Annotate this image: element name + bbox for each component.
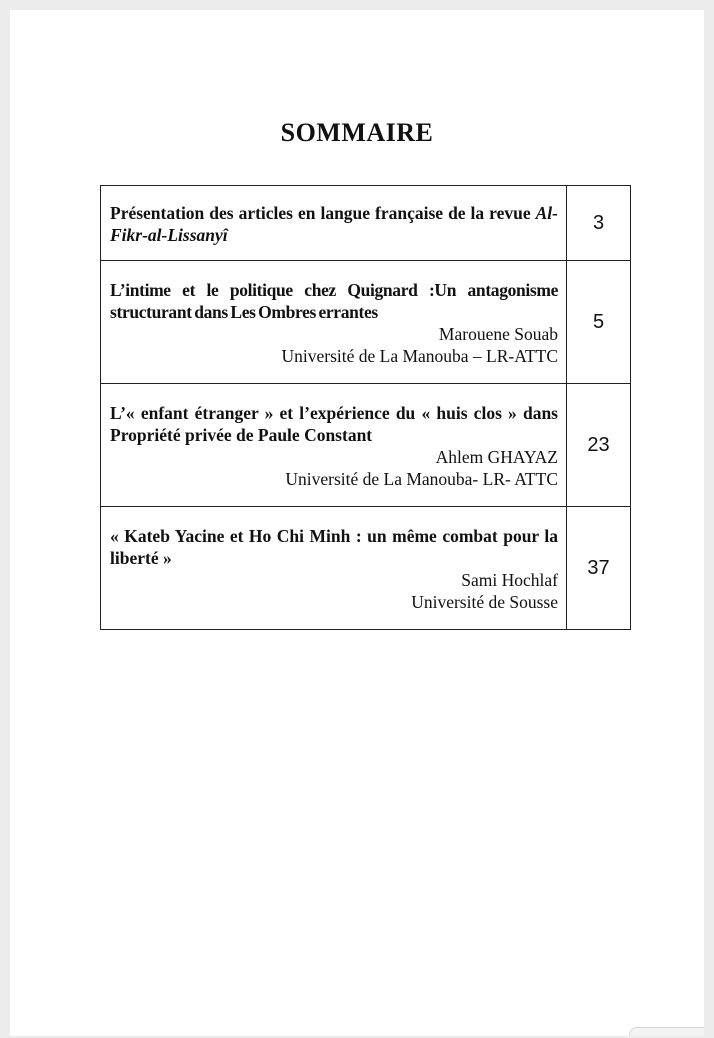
- toc-row: [101, 261, 631, 384]
- toc-row: [101, 507, 631, 630]
- document-page: [10, 10, 704, 1036]
- author-affiliation: Université de La Manouba- LR- ATTC: [285, 469, 558, 489]
- toc-entry: [101, 186, 567, 261]
- page-number: 23: [567, 384, 631, 507]
- article-title: L’« enfant étranger » et l’expérience du « huis clos » dans Propriété privée de Paule Constant: [110, 403, 558, 445]
- page-corner-tab: [629, 1027, 704, 1036]
- toc-entry: [101, 507, 567, 630]
- article-author: Sami Hochlaf: [461, 570, 558, 590]
- toc-row: [101, 384, 631, 507]
- article-title: [110, 202, 558, 246]
- article-author: Marouene Souab: [438, 324, 558, 344]
- page-title: SOMMAIRE: [280, 118, 434, 147]
- journal-name: Al-Fikr-al-Lissanyî: [110, 203, 558, 245]
- table-of-contents: [100, 185, 631, 630]
- page-number: 37: [567, 507, 631, 630]
- toc-entry: [101, 384, 567, 507]
- author-affiliation: Université de La Manouba – LR-ATTC: [281, 346, 558, 366]
- article-title: L’intime et le politique chez Quignard :Un antagonisme structurant dans Les Ombres errantes: [110, 280, 558, 322]
- author-affiliation: Université de Sousse: [411, 592, 558, 612]
- page-number: 3: [567, 186, 631, 261]
- toc-row: [101, 186, 631, 261]
- page-number: 5: [567, 261, 631, 384]
- article-title-text: Présentation des articles en langue française de la revue: [110, 203, 536, 223]
- toc-entry: [101, 261, 567, 384]
- article-title: « Kateb Yacine et Ho Chi Minh : un même combat pour la liberté »: [110, 526, 558, 568]
- article-author: Ahlem GHAYAZ: [435, 447, 558, 467]
